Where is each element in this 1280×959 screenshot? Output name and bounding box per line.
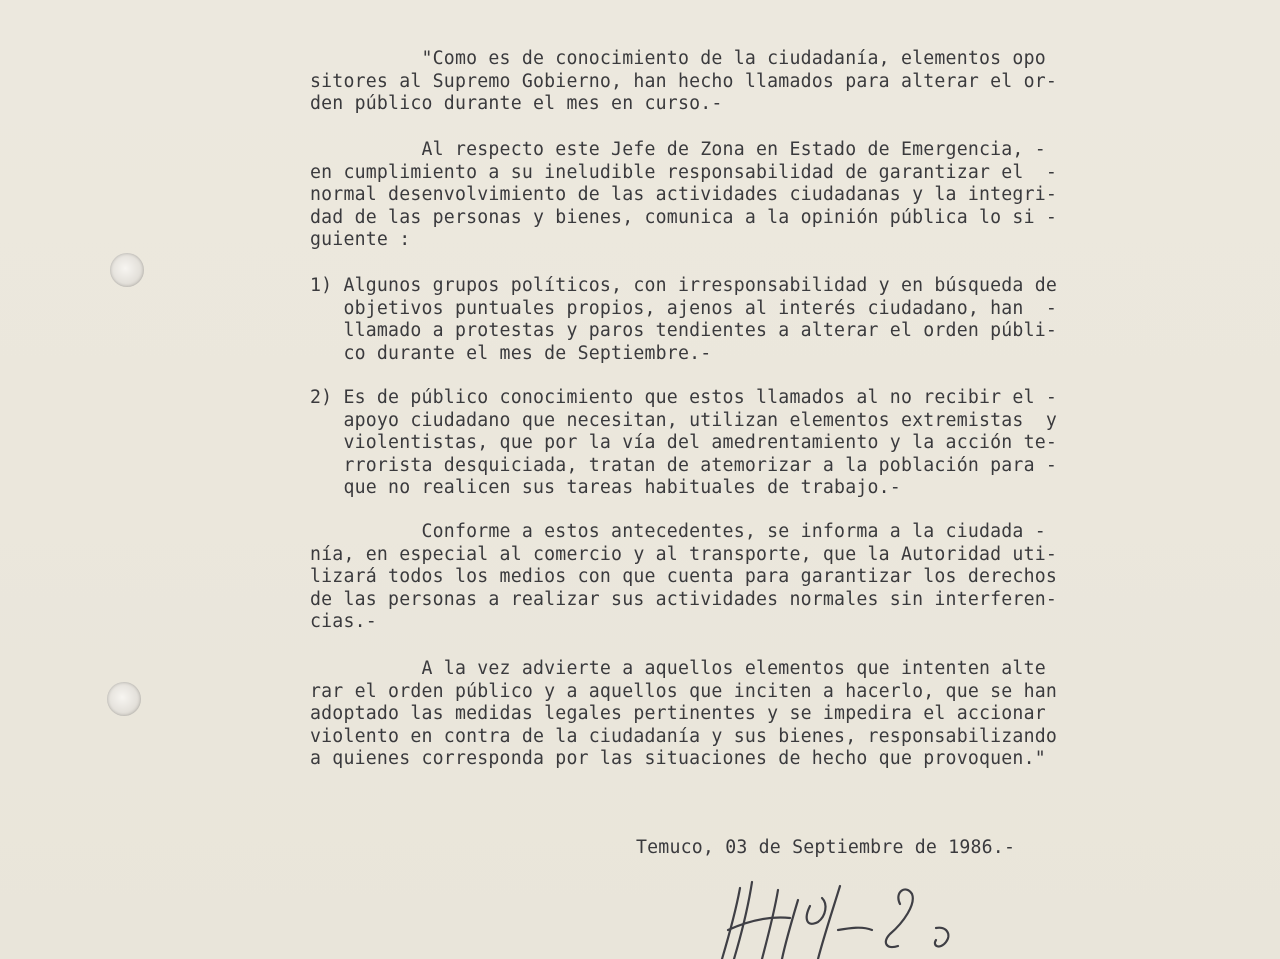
warning-paragraph: A la vez advierte a aquellos elementos que intenten alte rar el orden público y a aquellos que inciten a hacerlo, que se han adoptado las medidas legales pertinentes y se impedira el accionar violento en contra de la ciudadanía y sus bienes, responsabilizando a quienes corresponda por las situaciones de hecho que provoquen."	[310, 658, 1058, 770]
handwritten-signature	[700, 870, 980, 959]
statement-paragraph: Al respecto este Jefe de Zona en Estado de Emergencia, - en cumplimiento a su ineludible responsabilidad de garantizar el - normal desenvolvimiento de las actividades ciudadanas y la integri- dad de las personas y bienes, comunica a la opinión pública lo si - guiente :	[310, 139, 1058, 251]
list-item: 1) Algunos grupos políticos, con irresponsabilidad y en búsqueda de objetivos puntuales propios, ajenos al interés ciudadano, han - llamado a protestas y paros tendientes a alterar el orden públi- co durante el mes de Septiembre.-	[310, 275, 1058, 364]
opening-paragraph: "Como es de conocimiento de la ciudadanía, elementos opo sitores al Supremo Gobierno, han hecho llamados para alterar el or- den público durante el mes en curso.-	[310, 48, 1058, 115]
punch-hole	[107, 682, 141, 716]
date-line: Temuco, 03 de Septiembre de 1986.-	[636, 837, 1016, 858]
punch-hole	[110, 253, 144, 287]
notice-paragraph: Conforme a estos antecedentes, se informa a la ciudada - nía, en especial al comercio y al transporte, que la Autoridad uti- lizará todos los medios con que cuenta para garantizar los derechos de las personas a realizar sus actividades normales sin interferen- cias.-	[310, 521, 1058, 633]
list-item: 2) Es de público conocimiento que estos llamados al no recibir el - apoyo ciudadano que necesitan, utilizan elementos extremistas y violentistas, que por la vía del amedrentamiento y la acción te- rrorista desquiciada, tratan de atemorizar a la población para - que no realicen sus tareas habituales de trabajo.-	[310, 387, 1058, 499]
